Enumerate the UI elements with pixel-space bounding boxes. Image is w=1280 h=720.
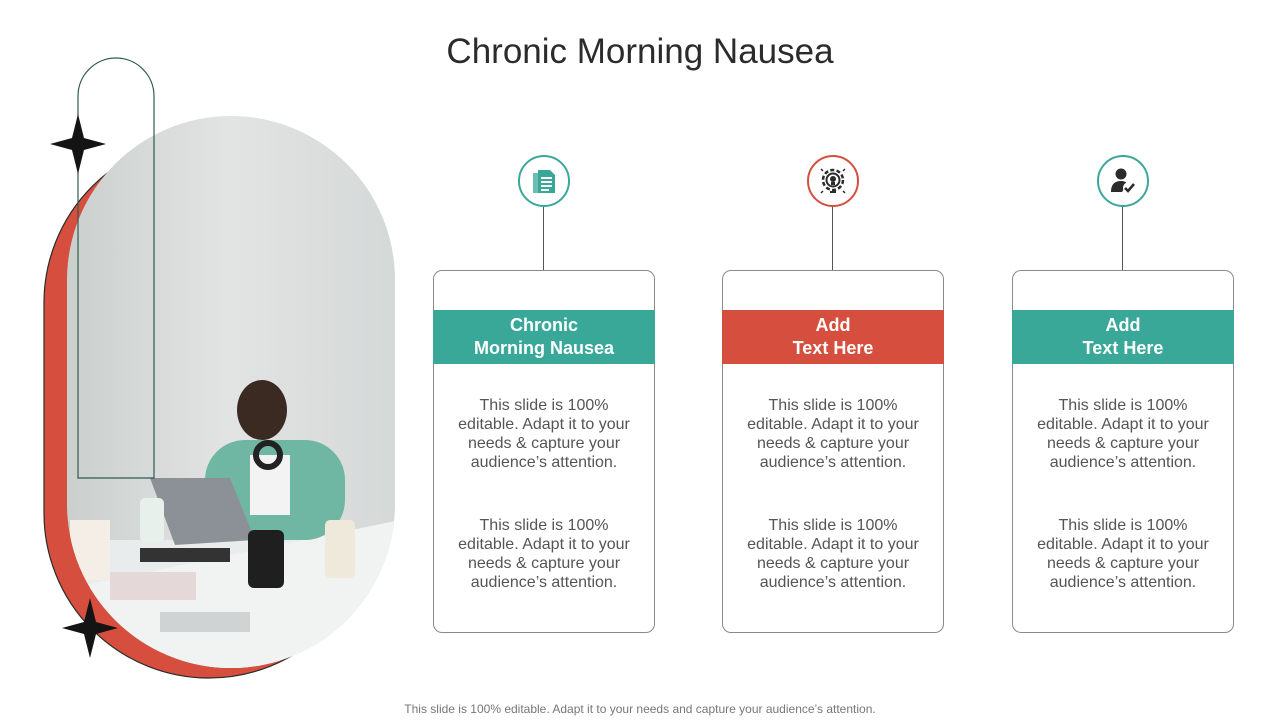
- column-2: [722, 0, 944, 720]
- card-text-3b: This slide is 100% editable. Adapt it to your needs & capture your audience’s attention.: [1037, 517, 1209, 591]
- photo-decoration: [0, 0, 420, 720]
- user-check-icon: [1108, 166, 1138, 196]
- card-heading-band-2: [722, 310, 944, 364]
- card-1: [433, 270, 655, 633]
- card-2: [722, 270, 944, 633]
- card-heading-3: Add Text Here: [1082, 315, 1164, 358]
- icon-circle-3: [1097, 155, 1149, 207]
- column-1: [433, 0, 655, 720]
- connector-line-3: [1122, 207, 1123, 270]
- card-text-1b: This slide is 100% editable. Adapt it to your needs & capture your audience’s attention.: [458, 517, 630, 591]
- card-3: [1012, 270, 1234, 633]
- sparkle-star-top: [50, 114, 106, 174]
- card-heading-band-3: [1012, 310, 1234, 364]
- slide-title: Chronic Morning Nausea: [446, 32, 834, 71]
- card-text-3a: This slide is 100% editable. Adapt it to your needs & capture your audience’s attention.: [1037, 397, 1209, 471]
- card-heading-1: Chronic Morning Nausea: [473, 315, 615, 358]
- connector-line-1: [543, 207, 544, 270]
- gear-bulb-icon: [818, 166, 848, 196]
- connector-line-2: [832, 207, 833, 270]
- icon-circle-1: [518, 155, 570, 207]
- card-text-2a: This slide is 100% editable. Adapt it to your needs & capture your audience’s attention.: [747, 397, 919, 471]
- card-text-2b: This slide is 100% editable. Adapt it to your needs & capture your audience’s attention.: [747, 517, 919, 591]
- card-heading-band-1: [433, 310, 655, 364]
- footer-note: This slide is 100% editable. Adapt it to your needs and capture your audience’s attention.: [404, 702, 876, 716]
- icon-circle-2: [807, 155, 859, 207]
- column-3: [1012, 0, 1234, 720]
- meeting-photo: [60, 110, 400, 680]
- card-text-1a: This slide is 100% editable. Adapt it to your needs & capture your audience’s attention.: [458, 397, 630, 471]
- card-heading-2: Add Text Here: [792, 315, 874, 358]
- document-icon: [530, 167, 558, 195]
